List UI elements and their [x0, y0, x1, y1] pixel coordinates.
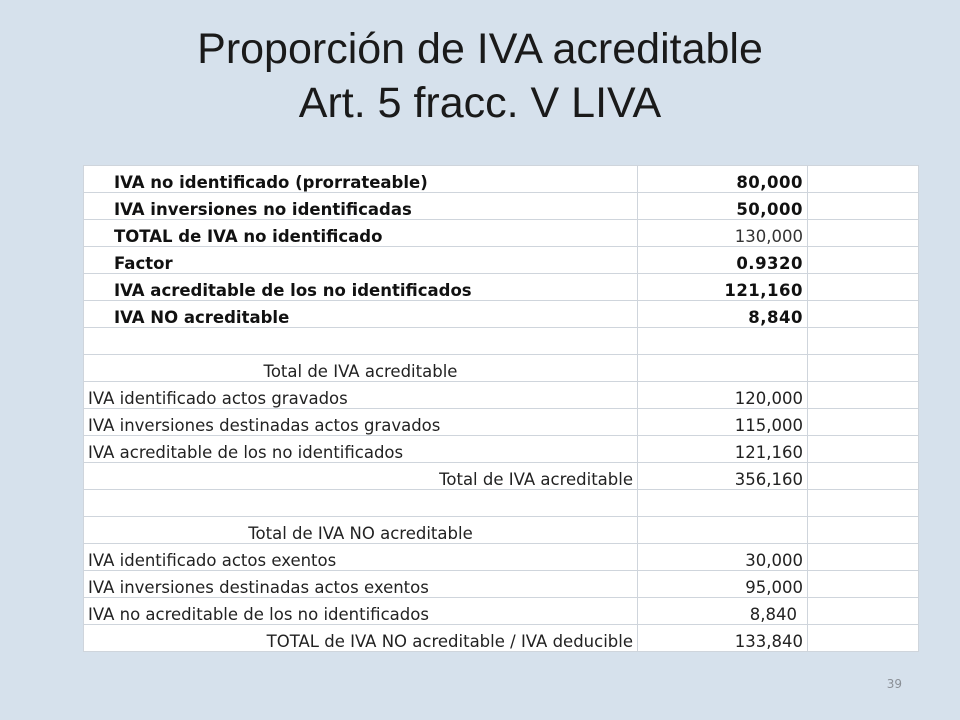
row-label: IVA identificado actos exentos	[84, 544, 638, 571]
row-label: IVA acreditable de los no identificados	[84, 436, 638, 463]
row-value: 0.9320	[638, 247, 808, 274]
total-row	[84, 463, 919, 490]
empty-cell	[808, 220, 919, 247]
section-heading: Total de IVA acreditable	[84, 355, 638, 382]
slide-title	[0, 22, 960, 130]
table-row	[84, 220, 919, 247]
row-label: IVA no identificado (prorrateable)	[84, 166, 638, 193]
empty-cell	[808, 274, 919, 301]
row-value: 121,160	[638, 274, 808, 301]
table-row	[84, 598, 919, 625]
table-row	[84, 436, 919, 463]
table-row	[84, 301, 919, 328]
table-row	[84, 409, 919, 436]
slide-title-line2: Art. 5 fracc. V LIVA	[298, 79, 662, 127]
slide-title-line1: Proporción de IVA acreditable	[197, 25, 763, 73]
row-label: IVA acreditable de los no identificados	[84, 274, 638, 301]
section-heading-row	[84, 517, 919, 544]
row-value: 120,000	[638, 382, 808, 409]
table-row	[84, 193, 919, 220]
row-label: IVA no acreditable de los no identificados	[84, 598, 638, 625]
row-label: IVA inversiones no identificadas	[84, 193, 638, 220]
row-label: IVA identificado actos gravados	[84, 382, 638, 409]
spacer-row	[84, 490, 919, 517]
row-value: 115,000	[638, 409, 808, 436]
row-label: TOTAL de IVA no identificado	[84, 220, 638, 247]
section-heading: Total de IVA NO acreditable	[84, 517, 638, 544]
row-value: 95,000	[638, 571, 808, 598]
table-row	[84, 166, 919, 193]
empty-cell	[808, 166, 919, 193]
empty-cell	[808, 247, 919, 274]
row-label: IVA inversiones destinadas actos gravados	[84, 409, 638, 436]
table-row	[84, 571, 919, 598]
total-value: 356,160	[638, 463, 808, 490]
section-heading-row	[84, 355, 919, 382]
row-value: 30,000	[638, 544, 808, 571]
total-label: Total de IVA acreditable	[84, 463, 638, 490]
row-value: 80,000	[638, 166, 808, 193]
table-row	[84, 247, 919, 274]
table-row	[84, 274, 919, 301]
empty-cell	[808, 301, 919, 328]
row-label: IVA inversiones destinadas actos exentos	[84, 571, 638, 598]
page-number: 39	[886, 677, 902, 691]
empty-cell	[808, 193, 919, 220]
row-value: 8,840	[638, 598, 808, 625]
row-label: IVA NO acreditable	[84, 301, 638, 328]
total-value: 133,840	[638, 625, 808, 652]
table-row	[84, 382, 919, 409]
spacer-row	[84, 328, 919, 355]
total-row	[84, 625, 919, 652]
row-value: 50,000	[638, 193, 808, 220]
total-label: TOTAL de IVA NO acreditable / IVA deducible	[84, 625, 638, 652]
row-label: Factor	[84, 247, 638, 274]
iva-table	[83, 165, 919, 652]
row-value: 121,160	[638, 436, 808, 463]
table-row	[84, 544, 919, 571]
row-value: 8,840	[638, 301, 808, 328]
row-value: 130,000	[638, 220, 808, 247]
